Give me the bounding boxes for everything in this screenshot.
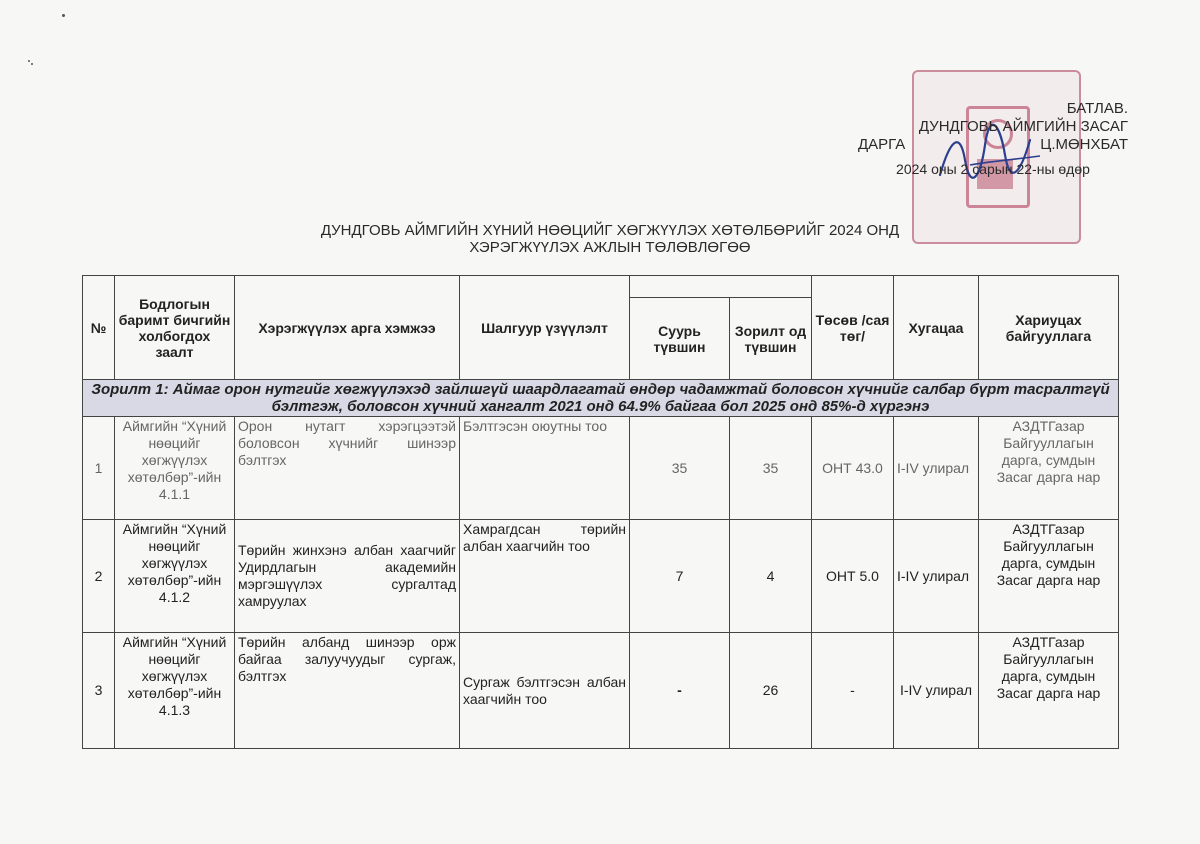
- row-baseline: -: [630, 633, 730, 749]
- row-target: 35: [730, 417, 812, 520]
- table-row: [83, 417, 1119, 520]
- row-num: 3: [83, 633, 115, 749]
- table-row: [83, 520, 1119, 633]
- scan-speck: [62, 14, 65, 17]
- row-num: 1: [83, 417, 115, 520]
- table-row: [83, 633, 1119, 749]
- row-activity: Төрийн албанд шинээр орж байгаа залуучуудыг сургаж, бэлтгэх: [235, 633, 460, 749]
- row-timeline: I-IV улирал: [894, 633, 979, 749]
- scan-speck: [31, 63, 33, 65]
- header-target: Зорилт од түвшин: [730, 298, 812, 380]
- row-budget: ОНТ 43.0: [812, 417, 894, 520]
- row-reference: Аймгийн “Хүний нөөцийг хөгжүүлэх хөтөлбөр”-ийн 4.1.1: [115, 417, 235, 520]
- row-activity: Орон нутагт хэрэгцээтэй боловсон хүчнийг шинээр бэлтгэх: [235, 417, 460, 520]
- row-timeline: I-IV улирал: [894, 417, 979, 520]
- row-target: 26: [730, 633, 812, 749]
- row-indicator: Сургаж бэлтгэсэн албан хаагчийн тоо: [460, 633, 630, 749]
- approval-position: ДАРГА: [858, 136, 906, 153]
- goal-text: Зорилт 1: Аймаг орон нутгийг хөгжүүлэхэд зайлшгүй шаардлагатай өндөр чадамжтай боловсон хүчнийг салбар бүрт тасралтгүй бэлтгэж, боловсон хүчний хангалт 2021 онд 64.9% байгаа бол 2025 онд 85%-д хүргэнэ: [83, 380, 1119, 417]
- row-indicator: Хамрагдсан төрийн албан хаагчийн тоо: [460, 520, 630, 633]
- header-num: №: [83, 276, 115, 380]
- action-plan-table: [82, 275, 1119, 749]
- row-budget: ОНТ 5.0: [812, 520, 894, 633]
- header-level-group: [630, 276, 812, 298]
- row-responsible: АЗДТГазар Байгууллагын дарга, сумдын Засаг дарга нар: [979, 520, 1119, 633]
- header-baseline: Суурь түвшин: [630, 298, 730, 380]
- header-activity: Хэрэгжүүлэх арга хэмжээ: [235, 276, 460, 380]
- goal-row: [83, 380, 1119, 417]
- title-line-2: ХЭРЭГЖҮҮЛЭХ АЖЛЫН ТӨЛӨВЛӨГӨӨ: [469, 239, 751, 256]
- header-row: [83, 276, 1119, 298]
- row-target: 4: [730, 520, 812, 633]
- row-num: 2: [83, 520, 115, 633]
- row-baseline: 7: [630, 520, 730, 633]
- approval-name: Ц.МӨНХБАТ: [1040, 136, 1128, 153]
- header-responsible: Хариуцах байгууллага: [979, 276, 1119, 380]
- approval-block: [858, 100, 1128, 178]
- title-line-1: ДУНДГОВЬ АЙМГИЙН ХҮНИЙ НӨӨЦИЙГ ХӨГЖҮҮЛЭХ ХӨТӨЛБӨРИЙГ 2024 ОНД: [320, 222, 900, 239]
- row-baseline: 35: [630, 417, 730, 520]
- approval-authority: ДУНДГОВЬ АЙМГИЙН ЗАСАГ: [918, 118, 1128, 135]
- row-budget: -: [812, 633, 894, 749]
- header-timeline: Хугацаа: [894, 276, 979, 380]
- row-reference: Аймгийн “Хүний нөөцийг хөгжүүлэх хөтөлбөр”-ийн 4.1.2: [115, 520, 235, 633]
- row-indicator: Бэлтгэсэн оюутны тоо: [460, 417, 630, 520]
- row-reference: Аймгийн “Хүний нөөцийг хөгжүүлэх хөтөлбөр”-ийн 4.1.3: [115, 633, 235, 749]
- row-responsible: АЗДТГазар Байгууллагын дарга, сумдын Засаг дарга нар: [979, 417, 1119, 520]
- approval-heading: БАТЛАВ.: [1066, 100, 1128, 117]
- page-title: [200, 222, 1020, 256]
- approval-signatory: [858, 136, 1128, 154]
- header-reference: Бодлогын баримт бичгийн холбогдох заалт: [115, 276, 235, 380]
- approval-date: 2024 оны 2 сарын 22-ны өдөр: [896, 161, 1090, 177]
- row-timeline: I-IV улирал: [894, 520, 979, 633]
- row-activity: Төрийн жинхэнэ албан хаагчийг Удирдлагын академийн мэргэшүүлэх сургалтад хамруулах: [235, 520, 460, 633]
- header-budget: Төсөв /сая төг/: [812, 276, 894, 380]
- scan-speck: [28, 60, 30, 62]
- row-responsible: АЗДТГазар Байгууллагын дарга, сумдын Засаг дарга нар: [979, 633, 1119, 749]
- header-indicator: Шалгуур үзүүлэлт: [460, 276, 630, 380]
